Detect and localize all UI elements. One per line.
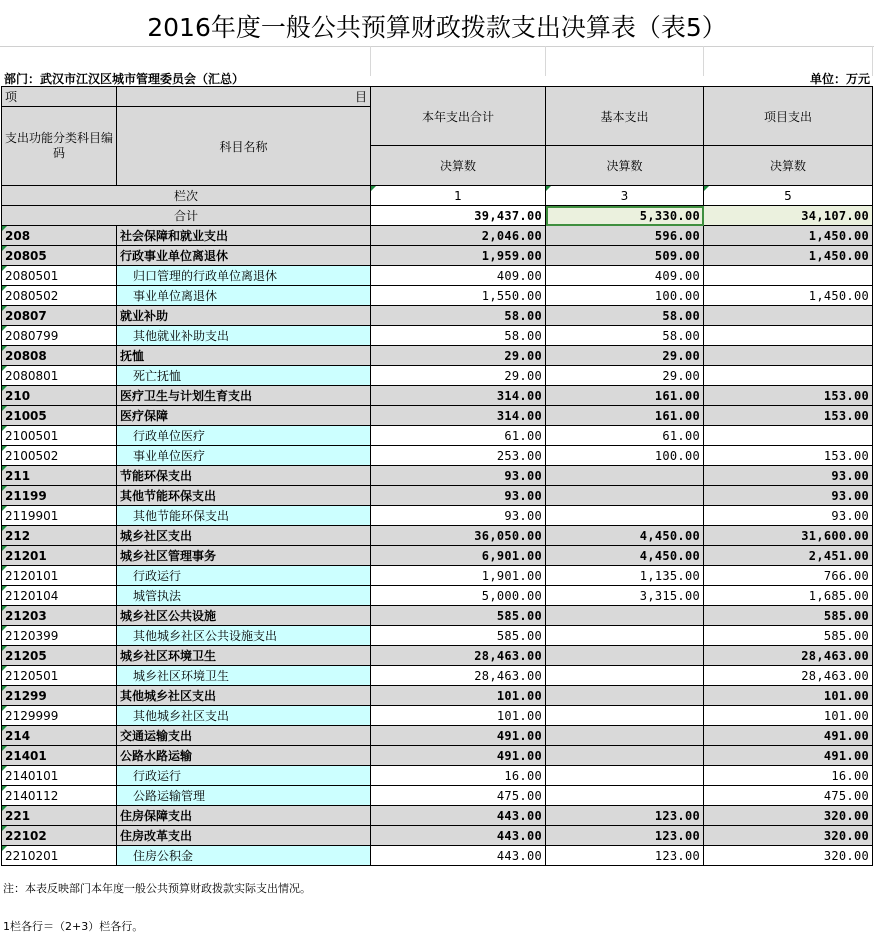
row-total[interactable]: 93.00	[371, 486, 546, 506]
row-code[interactable]: 212	[2, 526, 117, 546]
note-1: 注：本表反映部门本年度一般公共预算财政拨款实际支出情况。	[3, 882, 311, 895]
row-code[interactable]: 2140101	[2, 766, 117, 786]
row-code[interactable]: 2100501	[2, 426, 117, 446]
header-name: 科目名称	[117, 107, 371, 186]
row-project[interactable]: 2,451.00	[704, 546, 873, 566]
row-code[interactable]: 2129999	[2, 706, 117, 726]
row-project[interactable]: 1,450.00	[704, 226, 873, 246]
table-row	[2, 586, 873, 606]
row-code[interactable]: 210	[2, 386, 117, 406]
row-basic[interactable]	[546, 766, 704, 786]
row-project[interactable]: 16.00	[704, 766, 873, 786]
row-code[interactable]: 22102	[2, 826, 117, 846]
header-project: 项目支出	[704, 87, 873, 146]
row-basic[interactable]: 123.00	[546, 826, 704, 846]
row-project[interactable]	[704, 266, 873, 286]
row-basic[interactable]: 100.00	[546, 446, 704, 466]
row-project[interactable]: 153.00	[704, 406, 873, 426]
row-code[interactable]: 2120104	[2, 586, 117, 606]
row-total[interactable]: 314.00	[371, 406, 546, 426]
header-juesuan-project: 决算数	[704, 146, 873, 186]
row-name[interactable]: 节能环保支出	[117, 466, 371, 486]
table-row	[2, 466, 873, 486]
row-code[interactable]: 2119901	[2, 506, 117, 526]
row-basic[interactable]	[546, 726, 704, 746]
row-name[interactable]: 其他节能环保支出	[117, 486, 371, 506]
row-basic[interactable]: 4,450.00	[546, 526, 704, 546]
row-basic[interactable]: 29.00	[546, 366, 704, 386]
table-row	[2, 746, 873, 766]
row-basic[interactable]	[546, 686, 704, 706]
row-code[interactable]: 2080799	[2, 326, 117, 346]
table-row	[2, 506, 873, 526]
row-project[interactable]: 1,685.00	[704, 586, 873, 606]
row-project[interactable]: 1,450.00	[704, 286, 873, 306]
row-basic[interactable]	[546, 486, 704, 506]
header-juesuan-total: 决算数	[371, 146, 546, 186]
row-basic[interactable]: 29.00	[546, 346, 704, 366]
table-row	[2, 846, 873, 866]
row-basic[interactable]: 596.00	[546, 226, 704, 246]
row-code[interactable]: 21203	[2, 606, 117, 626]
row-code[interactable]: 2120399	[2, 626, 117, 646]
row-total[interactable]: 409.00	[371, 266, 546, 286]
row-basic[interactable]	[546, 746, 704, 766]
row-project[interactable]: 101.00	[704, 686, 873, 706]
row-total[interactable]: 1,959.00	[371, 246, 546, 266]
row-total[interactable]: 314.00	[371, 386, 546, 406]
row-total[interactable]: 101.00	[371, 706, 546, 726]
lanci-5: 5	[704, 186, 873, 206]
table-row	[2, 566, 873, 586]
row-basic[interactable]: 3,315.00	[546, 586, 704, 606]
row-name[interactable]: 社会保障和就业支出	[117, 226, 371, 246]
row-total[interactable]: 443.00	[371, 826, 546, 846]
row-code[interactable]: 2210201	[2, 846, 117, 866]
row-project[interactable]: 153.00	[704, 386, 873, 406]
row-name[interactable]: 公路水路运输	[117, 746, 371, 766]
row-basic[interactable]: 409.00	[546, 266, 704, 286]
header-code: 支出功能分类科目编码	[2, 107, 117, 186]
page-title: 2016年度一般公共预算财政拨款支出决算表（表5）	[0, 0, 874, 47]
row-basic[interactable]: 100.00	[546, 286, 704, 306]
row-name[interactable]: 死亡抚恤	[117, 366, 371, 386]
row-code[interactable]: 2120501	[2, 666, 117, 686]
row-project[interactable]: 585.00	[704, 626, 873, 646]
row-project[interactable]: 1,450.00	[704, 246, 873, 266]
row-basic[interactable]: 61.00	[546, 426, 704, 446]
table-row	[2, 346, 873, 366]
table-row	[2, 726, 873, 746]
row-name[interactable]: 其他城乡社区支出	[117, 706, 371, 726]
row-code[interactable]: 214	[2, 726, 117, 746]
row-code[interactable]: 2120101	[2, 566, 117, 586]
row-project[interactable]: 28,463.00	[704, 666, 873, 686]
row-total[interactable]: 29.00	[371, 366, 546, 386]
row-name[interactable]: 其他节能环保支出	[117, 506, 371, 526]
row-basic[interactable]: 123.00	[546, 806, 704, 826]
row-total[interactable]: 6,901.00	[371, 546, 546, 566]
row-name[interactable]: 城乡社区支出	[117, 526, 371, 546]
row-total[interactable]: 36,050.00	[371, 526, 546, 546]
header-basic: 基本支出	[546, 87, 704, 146]
row-total[interactable]: 28,463.00	[371, 646, 546, 666]
table-row	[2, 706, 873, 726]
row-project[interactable]: 28,463.00	[704, 646, 873, 666]
row-name[interactable]: 其他就业补助支出	[117, 326, 371, 346]
row-total[interactable]: 16.00	[371, 766, 546, 786]
row-total[interactable]: 253.00	[371, 446, 546, 466]
row-project[interactable]: 93.00	[704, 486, 873, 506]
row-name[interactable]: 住房公积金	[117, 846, 371, 866]
lanci-1: 1	[371, 186, 546, 206]
total-basic[interactable]: 5,330.00	[546, 206, 704, 226]
row-total[interactable]: 1,901.00	[371, 566, 546, 586]
row-basic[interactable]	[546, 666, 704, 686]
row-name[interactable]: 公路运输管理	[117, 786, 371, 806]
row-name[interactable]: 事业单位医疗	[117, 446, 371, 466]
row-total[interactable]: 58.00	[371, 326, 546, 346]
row-name[interactable]: 其他城乡社区支出	[117, 686, 371, 706]
table-row	[2, 606, 873, 626]
table-row	[2, 406, 873, 426]
department-label: 部门：武汉市江汉区城市管理委员会（汇总）	[4, 72, 245, 86]
row-name[interactable]: 交通运输支出	[117, 726, 371, 746]
row-name[interactable]: 医疗保障	[117, 406, 371, 426]
table-row	[2, 286, 873, 306]
row-code[interactable]: 221	[2, 806, 117, 826]
row-total[interactable]: 491.00	[371, 746, 546, 766]
table-row	[2, 666, 873, 686]
row-project[interactable]: 320.00	[704, 846, 873, 866]
row-project[interactable]: 101.00	[704, 706, 873, 726]
table-row	[2, 446, 873, 466]
lanci-3: 3	[546, 186, 704, 206]
table-row	[2, 526, 873, 546]
row-project[interactable]: 93.00	[704, 506, 873, 526]
total-project[interactable]: 34,107.00	[704, 206, 873, 226]
row-total[interactable]: 491.00	[371, 726, 546, 746]
row-total[interactable]: 93.00	[371, 506, 546, 526]
row-name[interactable]: 抚恤	[117, 346, 371, 366]
row-basic[interactable]	[546, 706, 704, 726]
header-xiang: 项	[2, 87, 117, 107]
row-basic[interactable]	[546, 646, 704, 666]
row-project[interactable]	[704, 326, 873, 346]
row-name[interactable]: 行政事业单位离退休	[117, 246, 371, 266]
row-name[interactable]: 城乡社区管理事务	[117, 546, 371, 566]
row-basic[interactable]	[546, 466, 704, 486]
row-total[interactable]: 585.00	[371, 626, 546, 646]
row-name[interactable]: 住房改革支出	[117, 826, 371, 846]
row-name[interactable]: 城乡社区环境卫生	[117, 666, 371, 686]
row-basic[interactable]: 161.00	[546, 386, 704, 406]
table-row	[2, 826, 873, 846]
total-sum[interactable]: 39,437.00	[371, 206, 546, 226]
row-code[interactable]: 208	[2, 226, 117, 246]
row-project[interactable]	[704, 306, 873, 326]
row-code[interactable]: 2100502	[2, 446, 117, 466]
row-name[interactable]: 行政单位医疗	[117, 426, 371, 446]
row-project[interactable]: 491.00	[704, 726, 873, 746]
row-code[interactable]: 21299	[2, 686, 117, 706]
row-code[interactable]: 2080801	[2, 366, 117, 386]
total-label: 合计	[2, 206, 371, 226]
row-name[interactable]: 行政运行	[117, 566, 371, 586]
row-name[interactable]: 其他城乡社区公共设施支出	[117, 626, 371, 646]
row-total[interactable]: 1,550.00	[371, 286, 546, 306]
row-project[interactable]: 153.00	[704, 446, 873, 466]
row-name[interactable]: 城管执法	[117, 586, 371, 606]
row-total[interactable]: 475.00	[371, 786, 546, 806]
row-total[interactable]: 443.00	[371, 806, 546, 826]
unit-label: 单位：万元	[809, 72, 870, 86]
row-basic[interactable]: 123.00	[546, 846, 704, 866]
expenditure-table	[1, 86, 873, 866]
row-name[interactable]: 住房保障支出	[117, 806, 371, 826]
row-basic[interactable]	[546, 506, 704, 526]
row-project[interactable]: 491.00	[704, 746, 873, 766]
row-name[interactable]: 城乡社区公共设施	[117, 606, 371, 626]
row-code[interactable]: 21205	[2, 646, 117, 666]
row-basic[interactable]: 161.00	[546, 406, 704, 426]
row-total[interactable]: 28,463.00	[371, 666, 546, 686]
row-project[interactable]	[704, 366, 873, 386]
table-row	[2, 766, 873, 786]
row-project[interactable]	[704, 426, 873, 446]
row-code[interactable]: 2080501	[2, 266, 117, 286]
row-total[interactable]: 29.00	[371, 346, 546, 366]
lanci-label: 栏次	[2, 186, 371, 206]
row-total[interactable]: 5,000.00	[371, 586, 546, 606]
row-code[interactable]: 211	[2, 466, 117, 486]
row-name[interactable]: 归口管理的行政单位离退休	[117, 266, 371, 286]
header-juesuan-basic: 决算数	[546, 146, 704, 186]
row-project[interactable]: 320.00	[704, 806, 873, 826]
row-basic[interactable]: 509.00	[546, 246, 704, 266]
row-code[interactable]: 21005	[2, 406, 117, 426]
row-basic[interactable]	[546, 606, 704, 626]
row-project[interactable]: 93.00	[704, 466, 873, 486]
row-name[interactable]: 就业补助	[117, 306, 371, 326]
row-name[interactable]: 城乡社区环境卫生	[117, 646, 371, 666]
table-row	[2, 306, 873, 326]
row-name[interactable]: 事业单位离退休	[117, 286, 371, 306]
table-row	[2, 266, 873, 286]
row-project[interactable]: 31,600.00	[704, 526, 873, 546]
row-total[interactable]: 2,046.00	[371, 226, 546, 246]
table-row	[2, 226, 873, 246]
header-mu: 目	[117, 87, 371, 107]
row-basic[interactable]: 58.00	[546, 326, 704, 346]
row-basic[interactable]: 4,450.00	[546, 546, 704, 566]
row-code[interactable]: 21401	[2, 746, 117, 766]
row-project[interactable]: 475.00	[704, 786, 873, 806]
row-project[interactable]: 766.00	[704, 566, 873, 586]
row-total[interactable]: 101.00	[371, 686, 546, 706]
table-row	[2, 546, 873, 566]
row-project[interactable]: 585.00	[704, 606, 873, 626]
row-code[interactable]: 2140112	[2, 786, 117, 806]
table-row	[2, 786, 873, 806]
table-row	[2, 326, 873, 346]
row-total[interactable]: 585.00	[371, 606, 546, 626]
row-project[interactable]	[704, 346, 873, 366]
row-total[interactable]: 58.00	[371, 306, 546, 326]
row-name[interactable]: 医疗卫生与计划生育支出	[117, 386, 371, 406]
table-row	[2, 806, 873, 826]
table-row	[2, 686, 873, 706]
table-row	[2, 486, 873, 506]
table-row	[2, 626, 873, 646]
note-2: 1栏各行＝（2+3）栏各行。	[3, 920, 144, 933]
row-code[interactable]: 20808	[2, 346, 117, 366]
info-bar	[0, 68, 874, 86]
row-basic[interactable]	[546, 626, 704, 646]
table-row	[2, 426, 873, 446]
table-row	[2, 386, 873, 406]
table-row	[2, 366, 873, 386]
table-row	[2, 246, 873, 266]
row-code[interactable]: 21199	[2, 486, 117, 506]
table-row	[2, 646, 873, 666]
row-total[interactable]: 443.00	[371, 846, 546, 866]
row-project[interactable]: 320.00	[704, 826, 873, 846]
row-basic[interactable]: 1,135.00	[546, 566, 704, 586]
row-total[interactable]: 61.00	[371, 426, 546, 446]
row-code[interactable]: 21201	[2, 546, 117, 566]
row-code[interactable]: 20807	[2, 306, 117, 326]
row-basic[interactable]	[546, 786, 704, 806]
row-code[interactable]: 20805	[2, 246, 117, 266]
row-total[interactable]: 93.00	[371, 466, 546, 486]
row-name[interactable]: 行政运行	[117, 766, 371, 786]
row-basic[interactable]: 58.00	[546, 306, 704, 326]
header-total: 本年支出合计	[371, 87, 546, 146]
row-code[interactable]: 2080502	[2, 286, 117, 306]
